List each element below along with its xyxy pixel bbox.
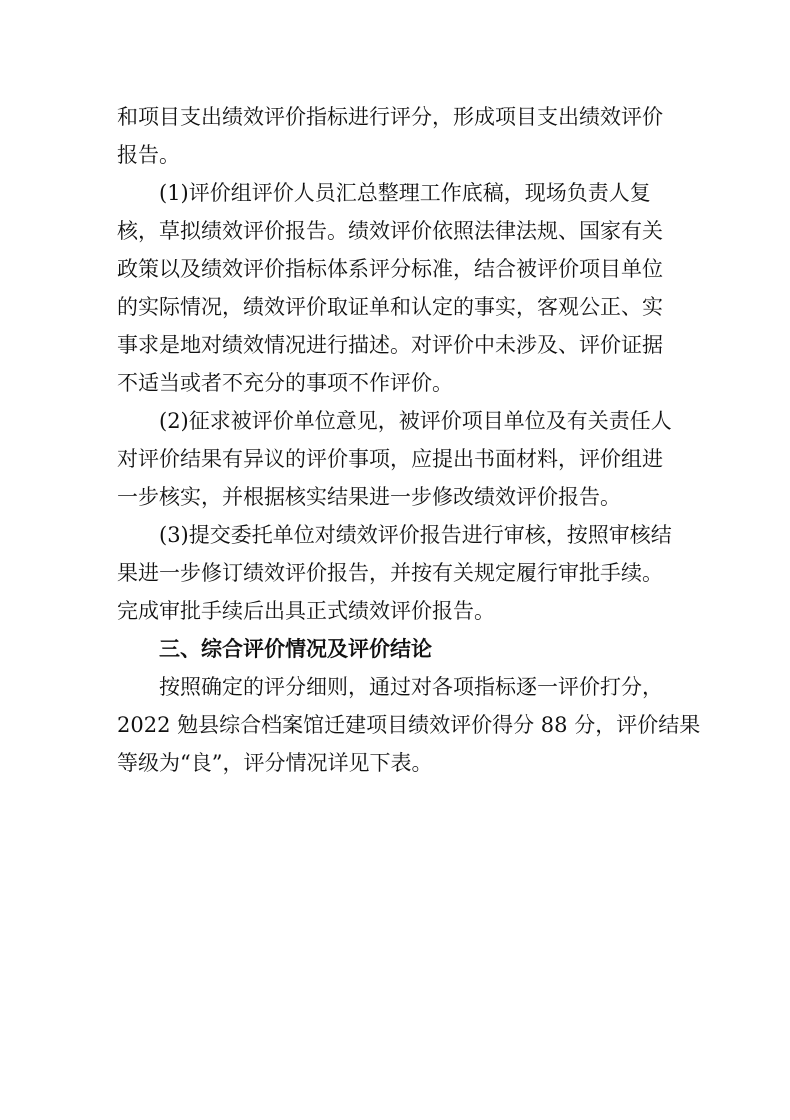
paragraph-line: 对评价结果有异议的评价事项，应提出书面材料，评价组进 <box>117 447 663 471</box>
paragraph-line: 一步核实，并根据核实结果进一步修改绩效评价报告。 <box>117 485 621 509</box>
paragraph-line: (3)提交委托单位对绩效评价报告进行审核，按照审核结 <box>159 523 672 547</box>
paragraph-line: 按照确定的评分细则，通过对各项指标逐一评价打分， <box>159 675 663 699</box>
paragraph-line: 2022 勉县综合档案馆迁建项目绩效评价得分 88 分，评价结果 <box>117 713 701 737</box>
paragraph-line: 和项目支出绩效评价指标进行评分，形成项目支出绩效评价 <box>117 105 663 129</box>
paragraph-line: 等级为“良”，评分情况详见下表。 <box>117 751 433 775</box>
section-heading: 三、综合评价情况及评价结论 <box>159 637 432 661</box>
paragraph-line: 政策以及绩效评价指标体系评分标准，结合被评价项目单位 <box>117 257 663 281</box>
paragraph-line: 不适当或者不充分的事项不作评价。 <box>117 371 453 395</box>
paragraph-line: 完成审批手续后出具正式绩效评价报告。 <box>117 599 495 623</box>
paragraph-line: 事求是地对绩效情况进行描述。对评价中未涉及、评价证据 <box>117 333 663 357</box>
paragraph-line: (2)征求被评价单位意见，被评价项目单位及有关责任人 <box>159 409 672 433</box>
paragraph-line: 的实际情况，绩效评价取证单和认定的事实，客观公正、实 <box>117 295 663 319</box>
paragraph-line: 核，草拟绩效评价报告。绩效评价依照法律法规、国家有关 <box>117 219 663 243</box>
paragraph-line: 报告。 <box>117 143 180 167</box>
paragraph-line: 果进一步修订绩效评价报告，并按有关规定履行审批手续。 <box>117 561 663 585</box>
paragraph-line: (1)评价组评价人员汇总整理工作底稿，现场负责人复 <box>159 181 651 205</box>
